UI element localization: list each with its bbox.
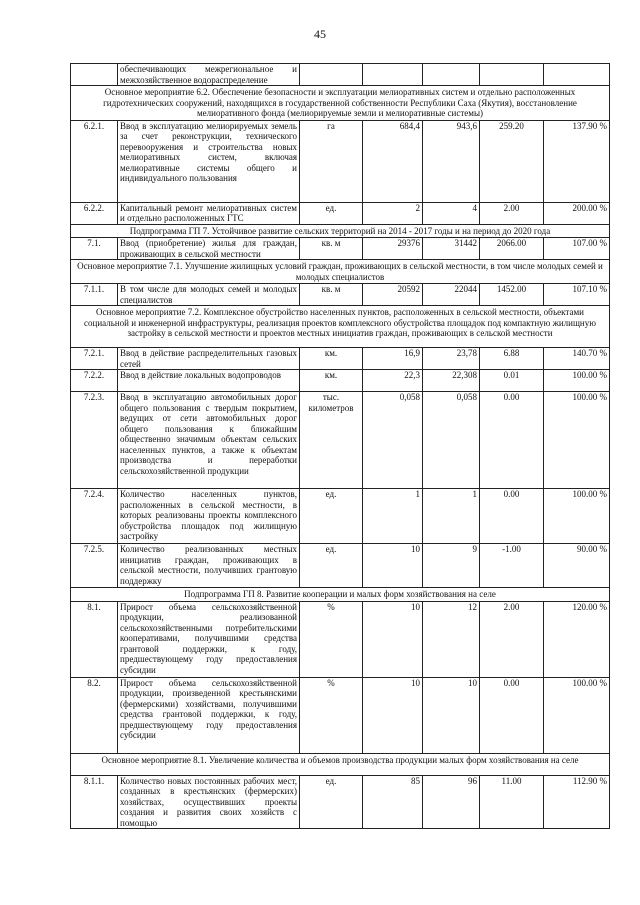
- table-row: [71, 370, 610, 392]
- table-row: [71, 64, 610, 86]
- row-deviation: 2.00: [480, 601, 544, 677]
- row-description: Ввод в действие локальных водопроводов: [118, 370, 300, 392]
- row-plan: 2: [363, 202, 423, 224]
- table-row: [71, 677, 610, 753]
- row-description: Количество населенных пунктов, расположенных в сельской местности, в которых реализованы проекты комплексного обустройства площадок под жилищную застройку: [118, 489, 300, 544]
- section-row: [71, 306, 610, 348]
- section-title: Основное мероприятие 7.2. Комплексное обустройство населенных пунктов, расположенных в сельской местности, объектами социальной и инженерной инфраструктуры, реализация проектов комплексного обустройства площадок под компактную жилищную застройку в сельской местности и проектов местных инициатив граждан, проживающих в сельской местности: [71, 306, 610, 348]
- row-deviation: 2066.00: [480, 238, 544, 260]
- row-percent: 140.70 %: [544, 348, 610, 370]
- row-code: 8.2.: [71, 677, 118, 753]
- row-plan: 10: [363, 677, 423, 753]
- row-deviation: 1452.00: [480, 284, 544, 306]
- row-code: 8.1.1.: [71, 775, 118, 829]
- section-title: Основное мероприятие 6.2. Обеспечение безопасности и эксплуатации мелиоративных систем и отдельно расположенных гидротехнических сооружений, находящихся в государственной собственности Республики Саха (Якутия), восстановление мелиоративного фонда (мелиорируемые земли и мелиоративные системы): [71, 86, 610, 121]
- row-description: Количество новых постоянных рабочих мест, созданных в крестьянских (фермерских) хозяйствах, осуществивших проекты создания и развития своих хозяйств с помощью: [118, 775, 300, 829]
- row-description: Капитальный ремонт мелиоративных систем и отдельно расположенных ГТС: [118, 202, 300, 224]
- row-deviation: [480, 64, 544, 86]
- row-deviation: 6.88: [480, 348, 544, 370]
- row-unit: га: [300, 120, 363, 202]
- row-fact: 23,78: [423, 348, 480, 370]
- row-unit: кв. м: [300, 284, 363, 306]
- row-percent: [544, 64, 610, 86]
- row-percent: 107.00 %: [544, 238, 610, 260]
- row-fact: 10: [423, 677, 480, 753]
- row-percent: 100.00 %: [544, 370, 610, 392]
- row-percent: 100.00 %: [544, 489, 610, 544]
- row-fact: 96: [423, 775, 480, 829]
- section-row: [71, 224, 610, 238]
- row-deviation: 11.00: [480, 775, 544, 829]
- section-row: [71, 753, 610, 775]
- row-unit: км.: [300, 348, 363, 370]
- row-percent: 200.00 %: [544, 202, 610, 224]
- row-percent: 100.00 %: [544, 677, 610, 753]
- row-plan: [363, 64, 423, 86]
- section-row: [71, 86, 610, 121]
- indicators-table: [70, 63, 610, 829]
- row-code: 7.1.1.: [71, 284, 118, 306]
- table-row: [71, 348, 610, 370]
- row-description: Прирост объема сельскохозяйственной продукции, произведенной крестьянскими (фермерскими) хозяйствами, получившими средства грантовой поддержки, к году, предшествующему году предоставления субсидии: [118, 677, 300, 753]
- section-title: Основное мероприятие 7.1. Улучшение жилищных условий граждан, проживающих в сельской местности, в том числе молодых семей и молодых специалистов: [71, 260, 610, 284]
- table-row: [71, 775, 610, 829]
- row-fact: 9: [423, 544, 480, 588]
- row-code: [71, 64, 118, 86]
- row-fact: 22044: [423, 284, 480, 306]
- table-row: [71, 238, 610, 260]
- row-unit: %: [300, 677, 363, 753]
- row-unit: кв. м: [300, 238, 363, 260]
- row-fact: 4: [423, 202, 480, 224]
- row-description: обеспечивающих межрегиональное и межхозяйственное водораспределение: [118, 64, 300, 86]
- row-code: 6.2.1.: [71, 120, 118, 202]
- row-percent: 120.00 %: [544, 601, 610, 677]
- row-plan: 29376: [363, 238, 423, 260]
- row-percent: 112.90 %: [544, 775, 610, 829]
- row-deviation: 259.20: [480, 120, 544, 202]
- row-unit: ед.: [300, 489, 363, 544]
- row-fact: 31442: [423, 238, 480, 260]
- row-unit: ед.: [300, 544, 363, 588]
- row-deviation: -1.00: [480, 544, 544, 588]
- table-row: [71, 202, 610, 224]
- section-title: Основное мероприятие 8.1. Увеличение количества и объемов производства продукции малых форм хозяйствования на селе: [71, 753, 610, 775]
- row-unit: тыс. километров: [300, 392, 363, 489]
- table-row: [71, 120, 610, 202]
- section-row: [71, 260, 610, 284]
- row-percent: 90.00 %: [544, 544, 610, 588]
- row-unit: ед.: [300, 202, 363, 224]
- section-row: [71, 588, 610, 602]
- row-plan: 684,4: [363, 120, 423, 202]
- row-code: 7.1.: [71, 238, 118, 260]
- row-unit: км.: [300, 370, 363, 392]
- row-percent: 137.90 %: [544, 120, 610, 202]
- table-row: [71, 489, 610, 544]
- row-plan: 85: [363, 775, 423, 829]
- row-code: 7.2.2.: [71, 370, 118, 392]
- section-title: Подпрограмма ГП 7. Устойчивое развитие сельских территорий на 2014 - 2017 годы и на период до 2020 года: [71, 224, 610, 238]
- row-plan: 10: [363, 544, 423, 588]
- row-unit: ед.: [300, 775, 363, 829]
- row-code: 6.2.2.: [71, 202, 118, 224]
- row-deviation: 0.01: [480, 370, 544, 392]
- table-row: [71, 284, 610, 306]
- row-unit: %: [300, 601, 363, 677]
- row-plan: 10: [363, 601, 423, 677]
- row-code: 8.1.: [71, 601, 118, 677]
- row-fact: 1: [423, 489, 480, 544]
- row-deviation: 0.00: [480, 489, 544, 544]
- row-deviation: 0.00: [480, 677, 544, 753]
- table-row: [71, 392, 610, 489]
- row-unit: [300, 64, 363, 86]
- table-row: [71, 601, 610, 677]
- row-description: Ввод в эксплуатацию автомобильных дорог общего пользования с твердым покрытием, ведущих от сети автомобильных дорог общего пользования к ближайшим общественно значимым объектам сельских населенных пунктов, а также к объектам производства и переработки сельскохозяйственной продукции: [118, 392, 300, 489]
- row-description: Количество реализованных местных инициатив граждан, проживающих в сельской местности, получивших грантовую поддержку: [118, 544, 300, 588]
- row-description: Ввод в действие распределительных газовых сетей: [118, 348, 300, 370]
- row-plan: 0,058: [363, 392, 423, 489]
- section-title: Подпрограмма ГП 8. Развитие кооперации и малых форм хозяйствования на селе: [71, 588, 610, 602]
- row-code: 7.2.1.: [71, 348, 118, 370]
- row-fact: 22,308: [423, 370, 480, 392]
- row-percent: 100.00 %: [544, 392, 610, 489]
- row-deviation: 0.00: [480, 392, 544, 489]
- row-plan: 22,3: [363, 370, 423, 392]
- row-plan: 16,9: [363, 348, 423, 370]
- row-description: Ввод в эксплуатацию мелиорируемых земель за счет реконструкции, технического перевооружения и строительства новых мелиоративных систем, включая мелиоративные системы общего и индивидуального пользования: [118, 120, 300, 202]
- row-description: Прирост объема сельскохозяйственной продукции, реализованной сельскохозяйственными потребительскими кооперативами, получившими средства грантовой поддержки, к году, предшествующему году предоставления субсидии: [118, 601, 300, 677]
- row-code: 7.2.4.: [71, 489, 118, 544]
- row-plan: 1: [363, 489, 423, 544]
- row-description: Ввод (приобретение) жилья для граждан, проживающих в сельской местности: [118, 238, 300, 260]
- row-deviation: 2.00: [480, 202, 544, 224]
- row-fact: [423, 64, 480, 86]
- row-code: 7.2.3.: [71, 392, 118, 489]
- row-code: 7.2.5.: [71, 544, 118, 588]
- row-plan: 20592: [363, 284, 423, 306]
- page-number: 45: [314, 27, 326, 41]
- row-percent: 107.10 %: [544, 284, 610, 306]
- row-fact: 943,6: [423, 120, 480, 202]
- row-description: В том числе для молодых семей и молодых специалистов: [118, 284, 300, 306]
- row-fact: 0,058: [423, 392, 480, 489]
- row-fact: 12: [423, 601, 480, 677]
- table-row: [71, 544, 610, 588]
